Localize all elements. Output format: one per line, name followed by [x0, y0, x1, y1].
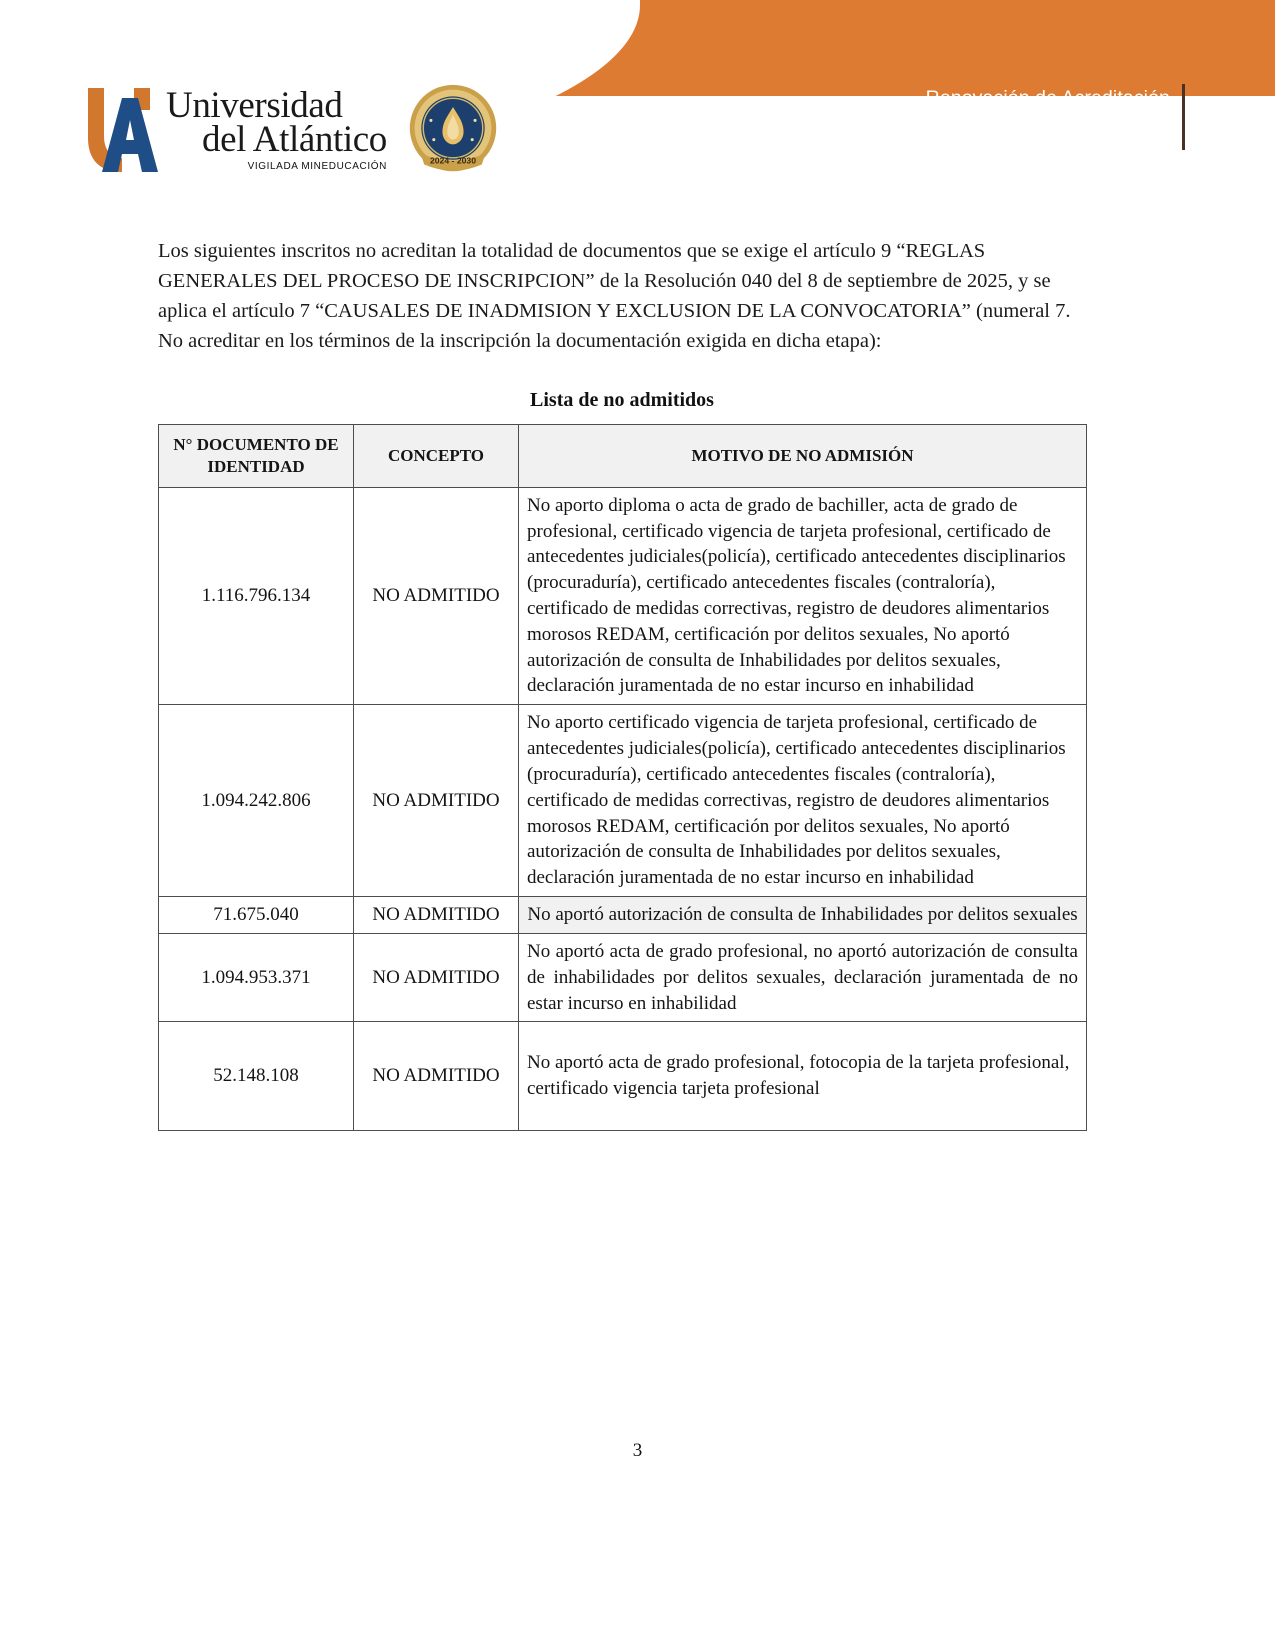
column-header-motivo: MOTIVO DE NO ADMISIÓN — [519, 424, 1087, 487]
page-header — [0, 0, 1275, 200]
accreditation-line-2: Institucional de Alta Calidad — [927, 111, 1170, 134]
wordmark-tagline: VIGILADA MINEDUCACIÓN — [247, 160, 387, 172]
accreditation-seal-icon — [405, 82, 501, 178]
cell-concepto: NO ADMITIDO — [354, 487, 519, 705]
cell-documento: 1.116.796.134 — [159, 487, 354, 705]
cell-documento: 1.094.242.806 — [159, 705, 354, 897]
accreditation-resolution: Res. 020199 de 31/10/2024 del MEN — [928, 137, 1170, 154]
ua-monogram-icon — [82, 84, 160, 176]
page-content — [158, 236, 1086, 1131]
intro-paragraph: Los siguientes inscritos no acreditan la totalidad de documentos que se exige el artículo 9 “REGLAS GENERALES DEL PROCESO DE INSCRIPCION” de la Resolución 040 del 8 de septiembre de 2025, y se aplica el artículo 7 “CAUSALES DE INADMISION Y EXCLUSION DE LA CONVOCATORIA” (numeral 7. No acreditar en los términos de la inscripción la documentación exigida en dicha etapa): — [158, 240, 1071, 353]
table-row — [159, 1022, 1087, 1131]
table-row — [159, 705, 1087, 897]
table-row — [159, 487, 1087, 705]
cell-motivo: No aportó autorización de consulta de Inhabilidades por delitos sexuales — [519, 897, 1087, 934]
cell-motivo: No aportó acta de grado profesional, no aportó autorización de consulta de inhabilidades por delitos sexuales, declaración juramentada de no estar incurso en inhabilidad — [519, 933, 1087, 1021]
seal-years: 2024 - 2030 — [429, 155, 476, 166]
wordmark-line-2: del Atlántico — [202, 118, 387, 160]
header-divider-rule — [1182, 84, 1185, 150]
cell-motivo: No aportó acta de grado profesional, fotocopia de la tarjeta profesional, certificado vigencia tarjeta profesional — [519, 1022, 1087, 1131]
table-body — [159, 487, 1087, 1130]
cell-concepto: NO ADMITIDO — [354, 705, 519, 897]
cell-documento: 52.148.108 — [159, 1022, 354, 1131]
column-header-documento-line2: IDENTIDAD — [207, 456, 305, 476]
cell-documento: 71.675.040 — [159, 897, 354, 934]
university-logo — [82, 82, 501, 178]
no-admitidos-table — [158, 424, 1087, 1132]
table-header-row — [159, 424, 1087, 487]
list-title: Lista de no admitidos — [530, 388, 714, 411]
column-header-documento-line1: N° DOCUMENTO DE — [173, 434, 339, 454]
university-wordmark — [166, 84, 387, 172]
accreditation-line-1: Renovación de Acreditación — [925, 87, 1170, 109]
column-header-documento — [159, 424, 354, 487]
table-header — [159, 424, 1087, 487]
cell-motivo: No aporto diploma o acta de grado de bachiller, acta de grado de profesional, certificado vigencia de tarjeta profesional, certificado de antecedentes judiciales(policía), certificado antecedentes disciplinarios (procuraduría), certificado antecedentes fiscales (contraloría), certificado de medidas correctivas, registro de deudores alimentarios morosos REDAM, certificación por delitos sexuales, No aportó autorización de consulta de Inhabilidades por delitos sexuales, declaración juramentada de no estar incurso en inhabilidad — [519, 487, 1087, 705]
accreditation-text — [926, 86, 1170, 155]
cell-documento: 1.094.953.371 — [159, 933, 354, 1021]
cell-concepto: NO ADMITIDO — [354, 1022, 519, 1131]
cell-motivo: No aporto certificado vigencia de tarjeta profesional, certificado de antecedentes judiciales(policía), certificado antecedentes disciplinarios (procuraduría), certificado antecedentes fiscales (contraloría), certificado de medidas correctivas, registro de deudores alimentarios morosos REDAM, certificación por delitos sexuales, No aportó autorización de consulta de Inhabilidades por delitos sexuales, declaración juramentada de no estar incurso en inhabilidad — [519, 705, 1087, 897]
table-row — [159, 933, 1087, 1021]
wordmark-line-1: Universidad — [166, 84, 343, 126]
table-row — [159, 897, 1087, 934]
page-number: 3 — [632, 1440, 643, 1461]
cell-concepto: NO ADMITIDO — [354, 933, 519, 1021]
cell-concepto: NO ADMITIDO — [354, 897, 519, 934]
column-header-concepto: CONCEPTO — [354, 424, 519, 487]
